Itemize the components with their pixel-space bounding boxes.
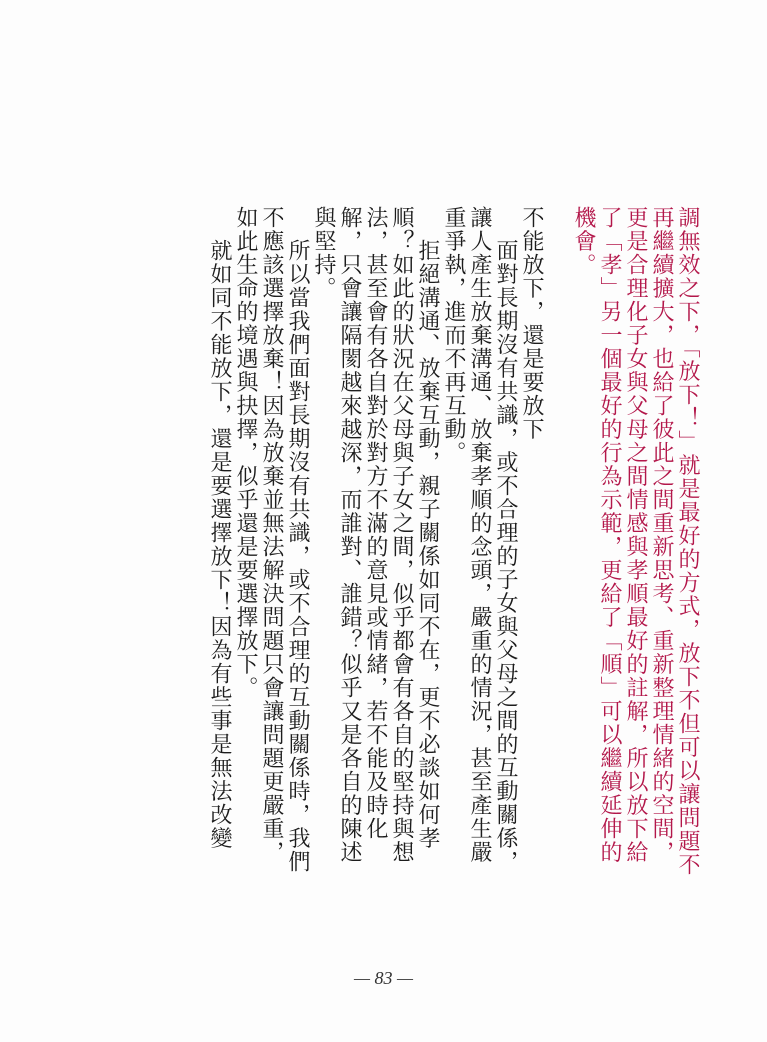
- section-heading: 不能放下，還是要放下: [519, 206, 544, 441]
- page-number: — 83 —: [353, 968, 413, 988]
- body-paragraph-2: 拒絕溝通、放棄互動，親子關係如同不在，更不必談如何孝順？如此的狀況在父母與子女之間，似乎都會有各自的堅持與想法，甚至會有各自對於對方不滿的意見或情緒，若不能及時化解，只會讓隔閡越來越深，而誰對、誰錯？似乎又是各自的陳述與堅持。: [311, 206, 440, 864]
- highlighted-paragraph: 調無效之下，「放下！」就是最好的方式，放下不但可以讓問題不再繼續擴大，也給了彼此之間重新思考、重新整理情緒的空間，更是合理化子女與父母之間情感與孝順最好的註解，所以放下給了「孝」另一個最好的行為示範，更給了「順」可以繼續延伸的機會。: [571, 206, 700, 877]
- body-paragraph-3: 所以當我們面對長期沒有共識，或不合理的互動關係時，我們不應該選擇放棄！因為放棄並無法解決問題只會讓問題更嚴重，如此生命的境遇與抉擇，似乎還是要選擇放下。: [233, 206, 310, 874]
- vertical-text-block: [70, 206, 700, 886]
- body-paragraph-4: 就如同不能放下，還是要選擇放下！因為有些事是無法改變: [207, 239, 232, 850]
- body-paragraph-1: 面對長期沒有共識，或不合理的子女與父母之間的互動關係，讓人產生放棄溝通、放棄孝順的念頭，嚴重的情況，甚至產生嚴重爭執，進而不再互動。: [441, 206, 518, 874]
